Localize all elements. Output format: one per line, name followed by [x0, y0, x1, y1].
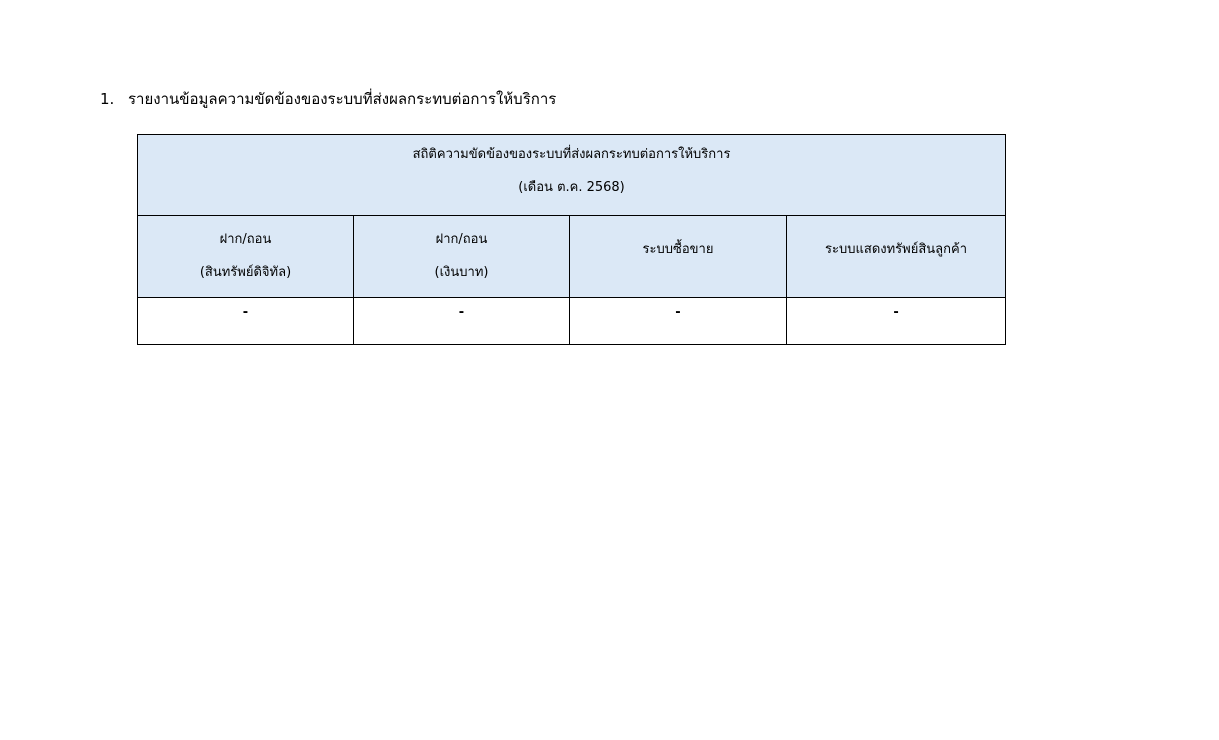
table-header-row — [138, 216, 1006, 298]
table-title: สถิติความขัดข้องของระบบที่ส่งผลกระทบต่อการให้บริการ — [412, 146, 731, 162]
column-header-line2: (เงินบาท) — [434, 265, 489, 280]
incident-stats-table — [137, 134, 1006, 345]
cell-value: - — [458, 305, 465, 320]
column-header-line1: ระบบซื้อขาย — [642, 241, 714, 257]
column-header-line1: ระบบแสดงทรัพย์สินลูกค้า — [825, 241, 967, 257]
cell-value: - — [893, 305, 899, 320]
column-header-customer-assets-system — [787, 216, 1006, 298]
table-subtitle: (เดือน ต.ค. 2568) — [518, 179, 625, 195]
table-title-cell — [138, 135, 1006, 216]
table-cell — [138, 298, 354, 345]
table-cell — [354, 298, 570, 345]
column-header-line2: (สินทรัพย์ดิจิทัล) — [199, 265, 292, 280]
table-row — [138, 298, 1006, 345]
section-title: รายงานข้อมูลความขัดข้องของระบบที่ส่งผลกระทบต่อการให้บริการ — [128, 90, 557, 108]
table-cell — [787, 298, 1006, 345]
column-header-deposit-withdraw-digital — [138, 216, 354, 298]
section-number: 1. — [100, 90, 115, 108]
column-header-line1: ฝาก/ถอน — [219, 232, 272, 247]
column-header-line1: ฝาก/ถอน — [435, 232, 488, 247]
section-heading — [100, 88, 556, 110]
table-cell — [570, 298, 787, 345]
cell-value: - — [242, 305, 249, 320]
table-title-row — [138, 135, 1006, 216]
cell-value: - — [675, 305, 681, 320]
column-header-deposit-withdraw-baht — [354, 216, 570, 298]
column-header-trading-system — [570, 216, 787, 298]
